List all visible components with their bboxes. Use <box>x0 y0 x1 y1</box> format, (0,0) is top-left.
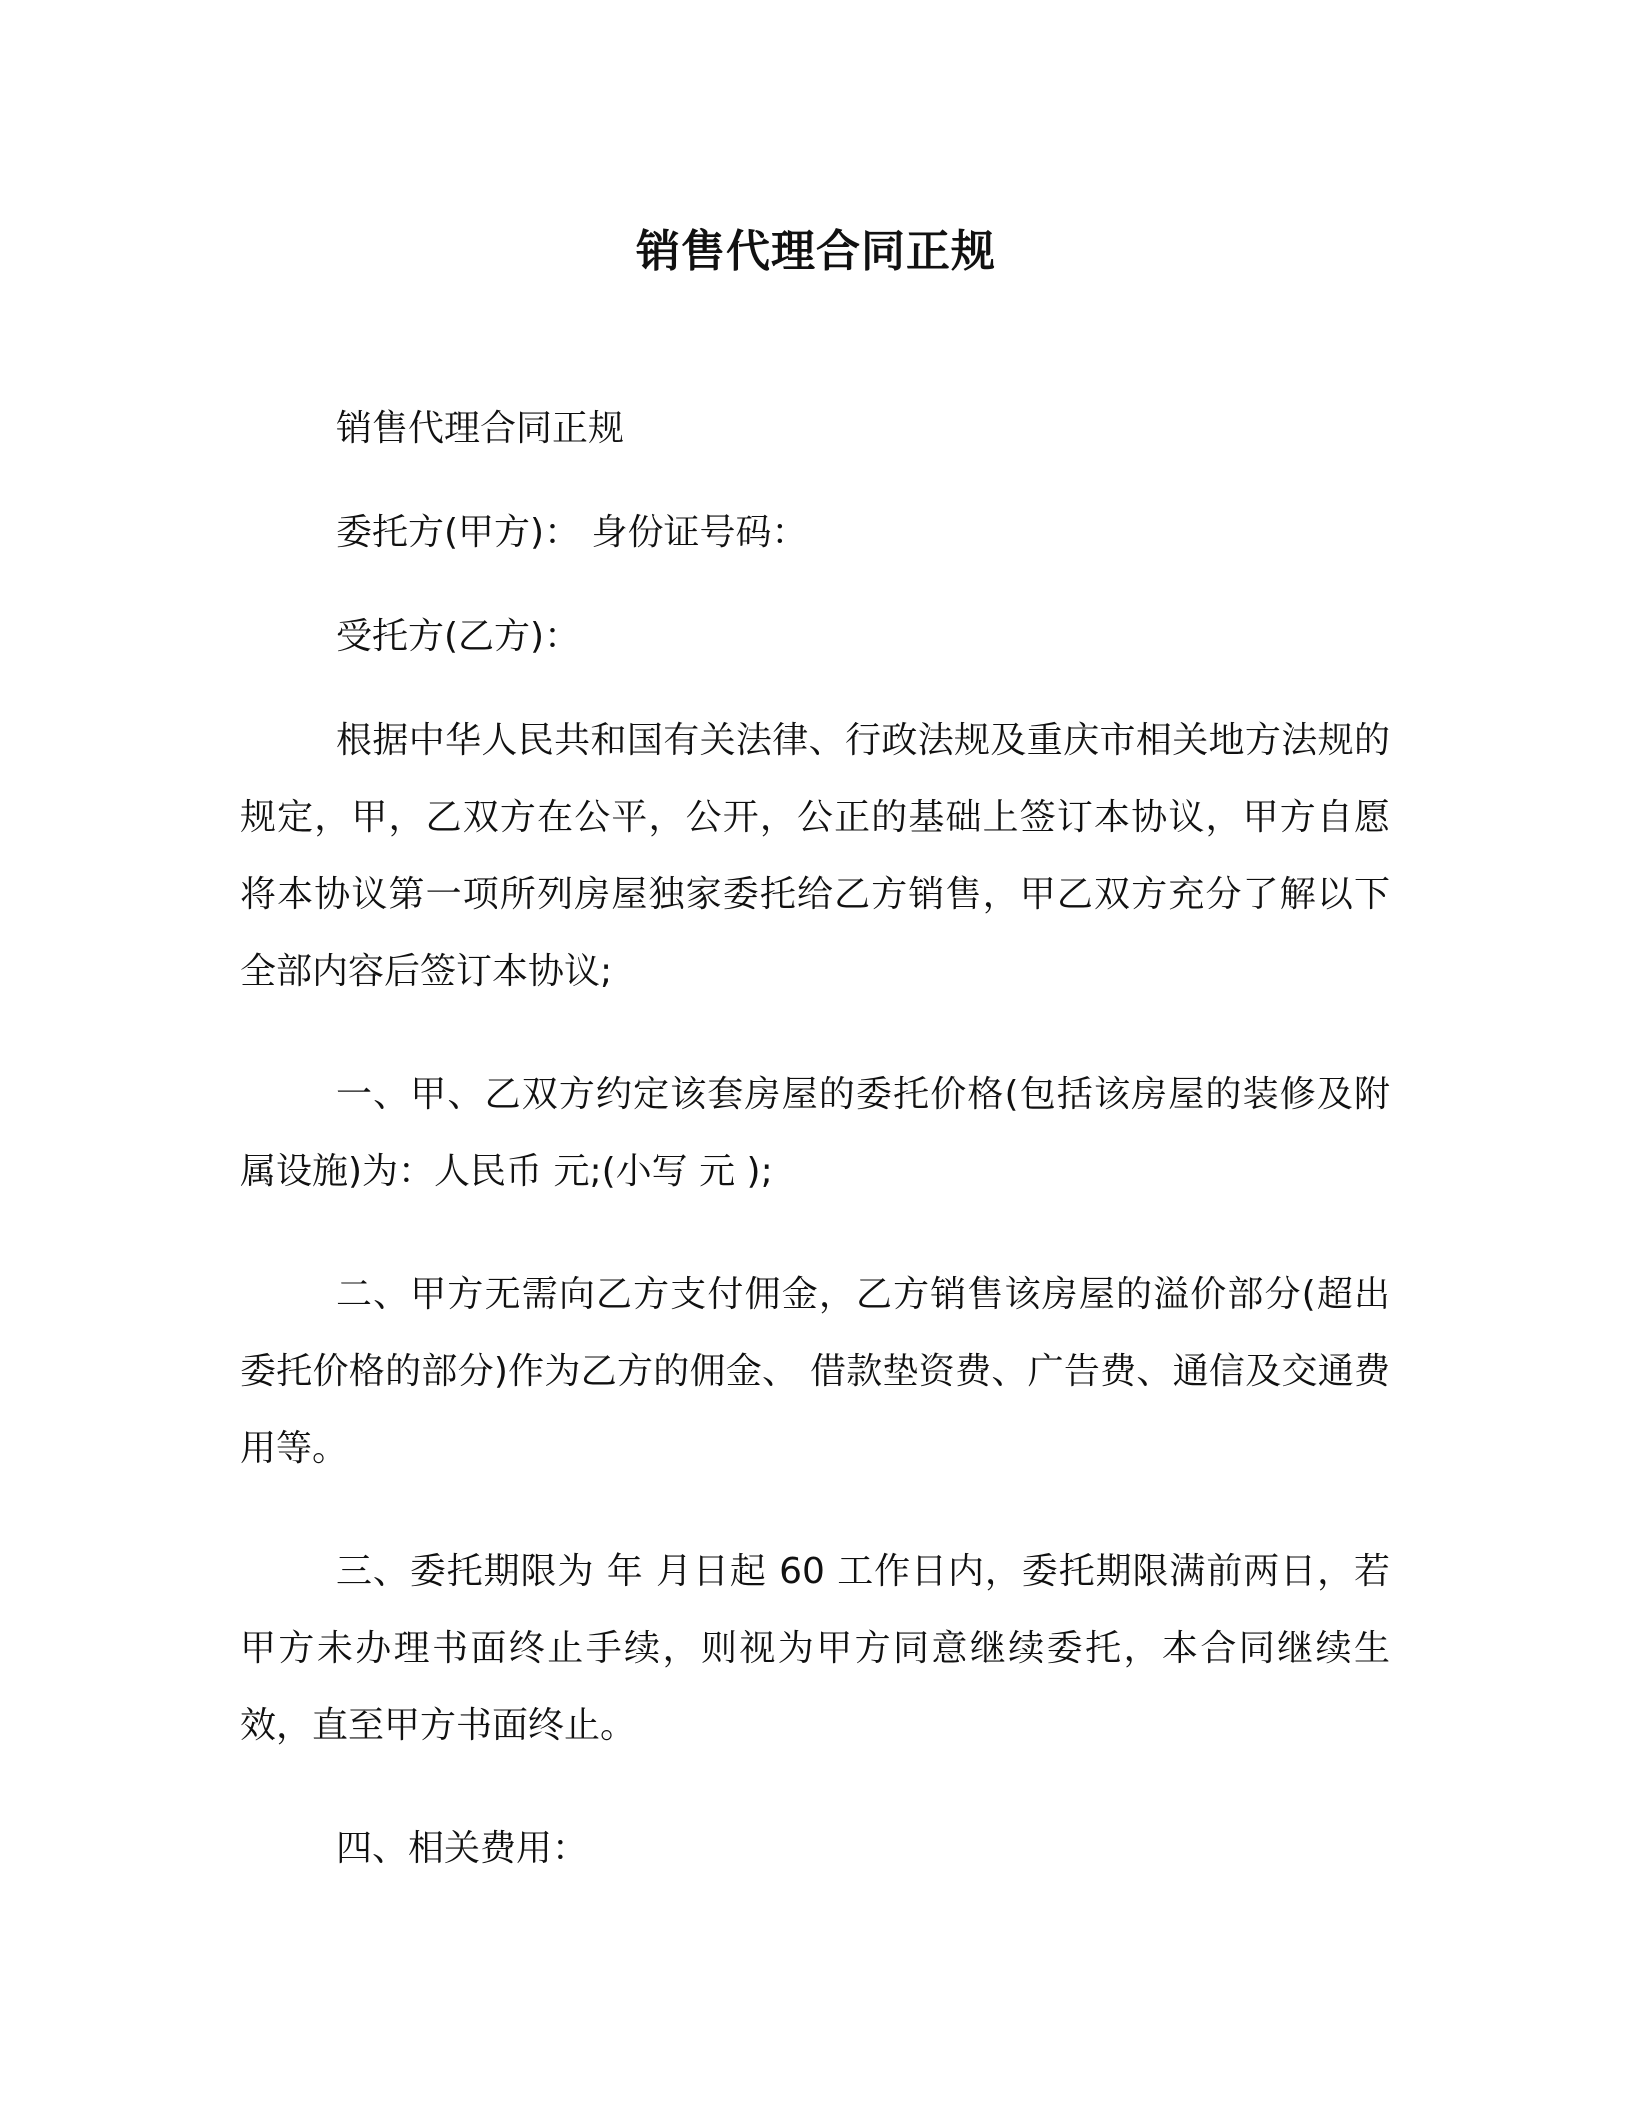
paragraph-party-a: 委托方(甲方)： 身份证号码： <box>336 512 808 553</box>
paragraph-clause-3: 三、委托期限为 年 月日起 60 工作日内，委托期限满前两日，若甲方未办理书面终止手续，则视为甲方同意继续委托，本合同继续生效，直至甲方书面终止。 <box>240 1551 1390 1746</box>
paragraph-party-b: 受托方(乙方)： <box>336 616 581 657</box>
paragraph-preamble: 根据中华人民共和国有关法律、行政法规及重庆市相关地方法规的规定，甲，乙双方在公平，公开，公正的基础上签订本协议，甲方自愿将本协议第一项所列房屋独家委托给乙方销售，甲乙双方充分了解以下全部内容后签订本协议; <box>240 720 1390 992</box>
paragraph-clause-2: 二、甲方无需向乙方支付佣金，乙方销售该房屋的溢价部分(超出委托价格的部分)作为乙方的佣金、 借款垫资费、广告费、通信及交通费用等。 <box>240 1274 1390 1469</box>
document-body <box>240 390 1390 1933</box>
document-title: 销售代理合同正规 <box>636 226 996 277</box>
paragraph-clause-1: 一、甲、乙双方约定该套房屋的委托价格(包括该房屋的装修及附属设施)为：人民币 元;(小写 元 ); <box>240 1074 1390 1192</box>
paragraph-subtitle: 销售代理合同正规 <box>336 408 625 449</box>
paragraph-clause-4: 四、相关费用： <box>336 1828 589 1869</box>
